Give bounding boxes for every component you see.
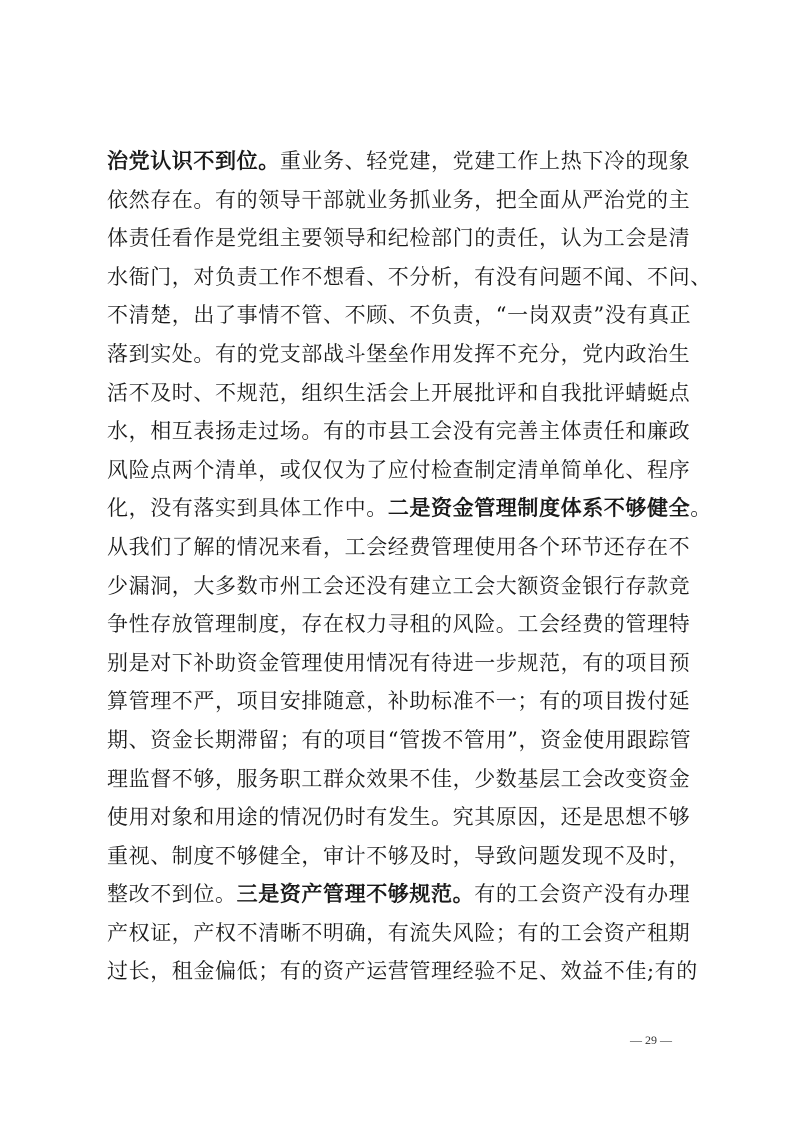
line-text: 理监督不够，服务职工群众效果不佳，少数基层工会改变资金 <box>107 766 691 791</box>
line-text: 重业务、轻党建，党建工作上热下冷的现象 <box>279 149 691 173</box>
line-text: 化，没有落实到具体工作中。 <box>107 496 388 521</box>
text-line <box>107 798 691 837</box>
text-line <box>107 682 691 721</box>
line-text: 少漏洞，大多数市州工会还没有建立工会大额资金银行存款竞 <box>107 573 691 598</box>
page-number: — 29 — <box>630 1033 672 1047</box>
line-text: 整改不到位。 <box>107 882 237 907</box>
text-line <box>107 335 691 374</box>
line-text: 别是对下补助资金管理使用情况有待进一步规范，有的项目预 <box>107 650 691 675</box>
text-line <box>107 258 712 297</box>
bold-text: 三是资产管理不够规范。 <box>236 882 475 907</box>
line-text: 活不及时、不规范，组织生活会上开展批评和自我批评蜻蜓点 <box>107 380 691 405</box>
line-text: 争性存放管理制度，存在权力寻租的风险。工会经费的管理特 <box>107 612 691 637</box>
line-text: 依然存在。有的领导干部就业务抓业务，把全面从严治党的主 <box>107 187 691 212</box>
text-line <box>107 721 692 760</box>
line-text: 不清楚，出了事情不管、不顾、不负责，“一岗双责”没有真正 <box>107 303 692 328</box>
bold-text: 治党认识不到位。 <box>107 149 280 173</box>
text-line <box>107 489 712 528</box>
text-line <box>107 181 691 220</box>
line-text: 使用对象和用途的情况仍时有发生。究其原因，还是思想不够 <box>107 805 691 830</box>
line-text: 过长，租金偏低；有的资产运营管理经验不足、效益不佳;有的 <box>107 959 698 984</box>
text-line <box>107 374 691 413</box>
text-line <box>107 451 691 490</box>
line-text: 重视、制度不够健全，审计不够及时，导致问题发现不及时， <box>107 843 691 868</box>
text-line <box>107 142 691 181</box>
line-text: 期、资金长期滞留；有的项目“管拨不管用”，资金使用跟踪管 <box>107 727 692 752</box>
text-line <box>107 875 691 914</box>
line-text: 体责任看作是党组主要领导和纪检部门的责任，认为工会是清 <box>107 226 691 251</box>
line-text: 算管理不严，项目安排随意，补助标准不一；有的项目拨付延 <box>107 689 691 714</box>
text-line <box>107 837 691 876</box>
text-line <box>107 760 691 799</box>
line-tail: 。 <box>690 496 712 521</box>
line-text: 风险点两个清单，或仅仅为了应付检查制定清单简单化、程序 <box>107 457 691 482</box>
line-text: 落到实处。有的党支部战斗堡垒作用发挥不充分，党内政治生 <box>107 341 691 366</box>
line-text: 产权证，产权不清晰不明确，有流失风险；有的工会资产租期 <box>107 920 691 945</box>
text-line <box>107 567 691 606</box>
text-line <box>107 412 691 451</box>
line-text: 从我们了解的情况来看，工会经费管理使用各个环节还存在不 <box>107 534 691 559</box>
bold-text: 二是资金管理制度体系不够健全 <box>387 496 691 521</box>
body-text <box>107 142 712 991</box>
text-line <box>107 914 691 953</box>
text-line <box>107 219 691 258</box>
text-line <box>107 644 691 683</box>
line-text: 水，相互表扬走过场。有的市县工会没有完善主体责任和廉政 <box>107 419 691 444</box>
text-line <box>107 605 691 644</box>
text-line <box>107 296 692 335</box>
line-text: 水衙门，对负责工作不想看、不分析，有没有问题不闻、不问、 <box>107 264 712 289</box>
text-line <box>107 952 698 991</box>
line-tail: 有的工会资产没有办理 <box>474 882 691 907</box>
text-line <box>107 528 691 567</box>
